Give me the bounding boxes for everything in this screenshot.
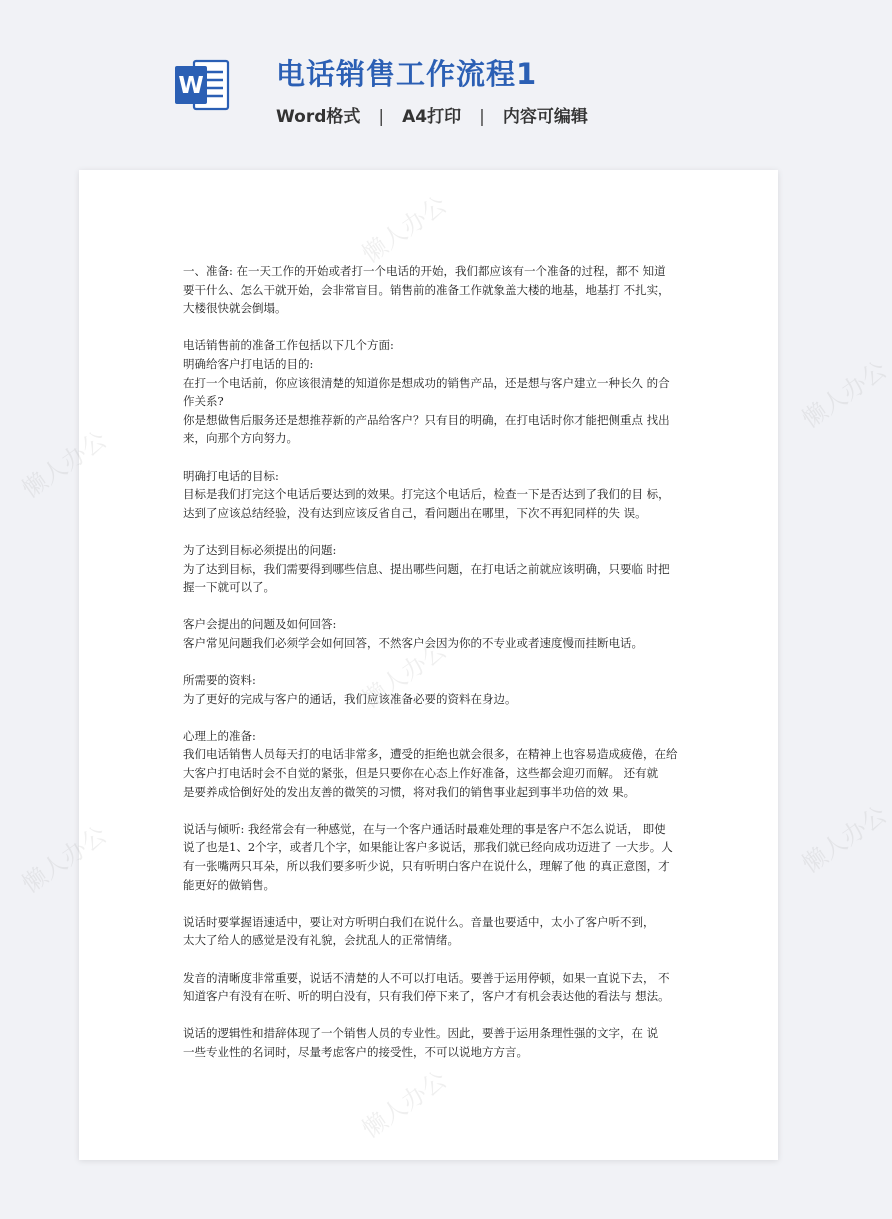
document-paragraph [183,467,683,523]
tag-word-format: Word格式 [276,107,361,127]
paragraph-line: 能更好的做销售。 [183,877,275,892]
tag-editable: 内容可编辑 [502,107,588,127]
paragraph-line: 达到了应该总结经验，没有达到应该反省自己，看问题出在哪里，下次不再犯同样的失 误。 [183,505,647,520]
paragraph-line: 客户会提出的问题及如何回答: [183,617,337,632]
document-paragraph [183,969,683,1006]
tag-separator: | [378,107,385,127]
paragraph-line: 有一张嘴两只耳朵，所以我们要多听少说，只有听明白客户在说什么，理解了他 的真正意图，才 [183,859,670,873]
word-document-icon [174,58,230,112]
paragraph-line: 目标是我们打完这个电话后要达到的效果。打完这个电话后，检查一下是否达到了我们的目 标， [183,487,670,502]
page-title: 电话销售工作流程1 [276,57,538,91]
paragraph-line: 大楼很快就会倒塌。 [183,301,287,316]
paragraph-line: 心理上的准备: [183,728,256,743]
watermark-text: 懒人办公 [17,425,112,504]
paragraph-line: 是要养成恰倒好处的发出友善的微笑的习惯，将对我们的销售事业起到事半功倍的效 果。 [183,784,636,799]
document-paragraph [183,541,683,597]
paragraph-line: 大客户打电话时会不自觉的紧张，但是只要你在心态上作好准备，这些都会迎刃而解。 还有就 [183,766,659,781]
paragraph-line: 握一下就可以了。 [183,580,275,595]
document-paragraph [183,262,683,318]
paragraph-line: 说话的逻辑性和措辞体现了一个销售人员的专业性。因此，要善于运用条理性强的文字，在 说 [183,1026,659,1041]
watermark-text: 懒人办公 [797,355,892,434]
paragraph-line: 为了达到目标，我们需要得到哪些信息、提出哪些问题，在打电话之前就应该明确，只要临 时把 [183,561,670,576]
paragraph-line: 来，向那个方向努力。 [183,431,298,446]
document-paragraph [183,336,683,448]
paragraph-line: 我们电话销售人员每天打的电话非常多，遭受的拒绝也就会很多，在精神上也容易造成疲倦，在给 [183,747,678,762]
page-header [0,0,860,160]
paragraph-line: 说话时要掌握语速适中，要让对方听明白我们在说什么。音量也要适中，太小了客户听不到， [183,914,655,929]
paragraph-line: 为了达到目标必须提出的问题: [183,542,337,557]
paragraph-line: 明确打电话的目标: [183,468,279,483]
paragraph-line: 为了更好的完成与客户的通话，我们应该准备必要的资料在身边。 [183,691,517,706]
paragraph-line: 你是想做售后服务还是想推荐新的产品给客户？只有目的明确，在打电话时你才能把侧重点 找出 [183,412,670,427]
paragraph-line: 发音的清晰度非常重要，说话不清楚的人不可以打电话。要善于运用停顿，如果一直说下去， 不 [183,970,670,985]
paragraph-line: 要干什么、怎么干就开始，会非常盲目。销售前的准备工作就象盖大楼的地基，地基打 不扎实， [183,282,670,297]
document-paragraph [183,913,683,950]
document-paragraph [183,671,683,708]
watermark-text: 懒人办公 [797,800,892,879]
document-page [79,170,778,1160]
format-tags [276,102,588,127]
paragraph-line: 说了也是1、2个字，或者几个字，如果能让客户多说话，那我们就已经向成功迈进了 一大步。人 [183,840,673,855]
paragraph-line: 客户常见问题我们必须学会如何回答，不然客户会因为你的不专业或者速度慢而挂断电话。 [183,635,643,650]
tag-a4-print: A4打印 [402,107,462,127]
document-paragraph [183,1024,683,1061]
tag-separator: | [479,107,485,127]
document-paragraph [183,727,683,801]
paragraph-line: 太大了给人的感觉是没有礼貌，会扰乱人的正常情绪。 [183,933,459,948]
word-icon-letter: W [178,73,204,99]
paragraph-line: 明确给客户打电话的目的: [183,356,314,371]
paragraph-line: 所需要的资料: [183,673,256,688]
paragraph-line: 一、准备: 在一天工作的开始或者打一个电话的开始，我们都应该有一个准备的过程，都不 知道 [183,264,666,278]
document-body [183,262,683,1080]
paragraph-line: 知道客户有没有在听、听的明白没有，只有我们停下来了，客户才有机会表达他的看法与 想法。 [183,989,670,1004]
paragraph-line: 作关系? [183,394,224,409]
paragraph-line: 电话销售前的准备工作包括以下几个方面: [183,338,394,353]
paragraph-line: 在打一个电话前，你应该很清楚的知道你是想成功的销售产品，还是想与客户建立一种长久 的合 [183,375,670,390]
paragraph-line: 一些专业性的名词时，尽量考虑客户的接受性，不可以说地方方言。 [183,1044,528,1059]
watermark-text: 懒人办公 [17,820,112,899]
document-paragraph [183,615,683,652]
document-paragraph [183,820,683,894]
paragraph-line: 说话与倾听: 我经常会有一种感觉，在与一个客户通话时最难处理的事是客户不怎么说话， 即使 [183,821,666,836]
